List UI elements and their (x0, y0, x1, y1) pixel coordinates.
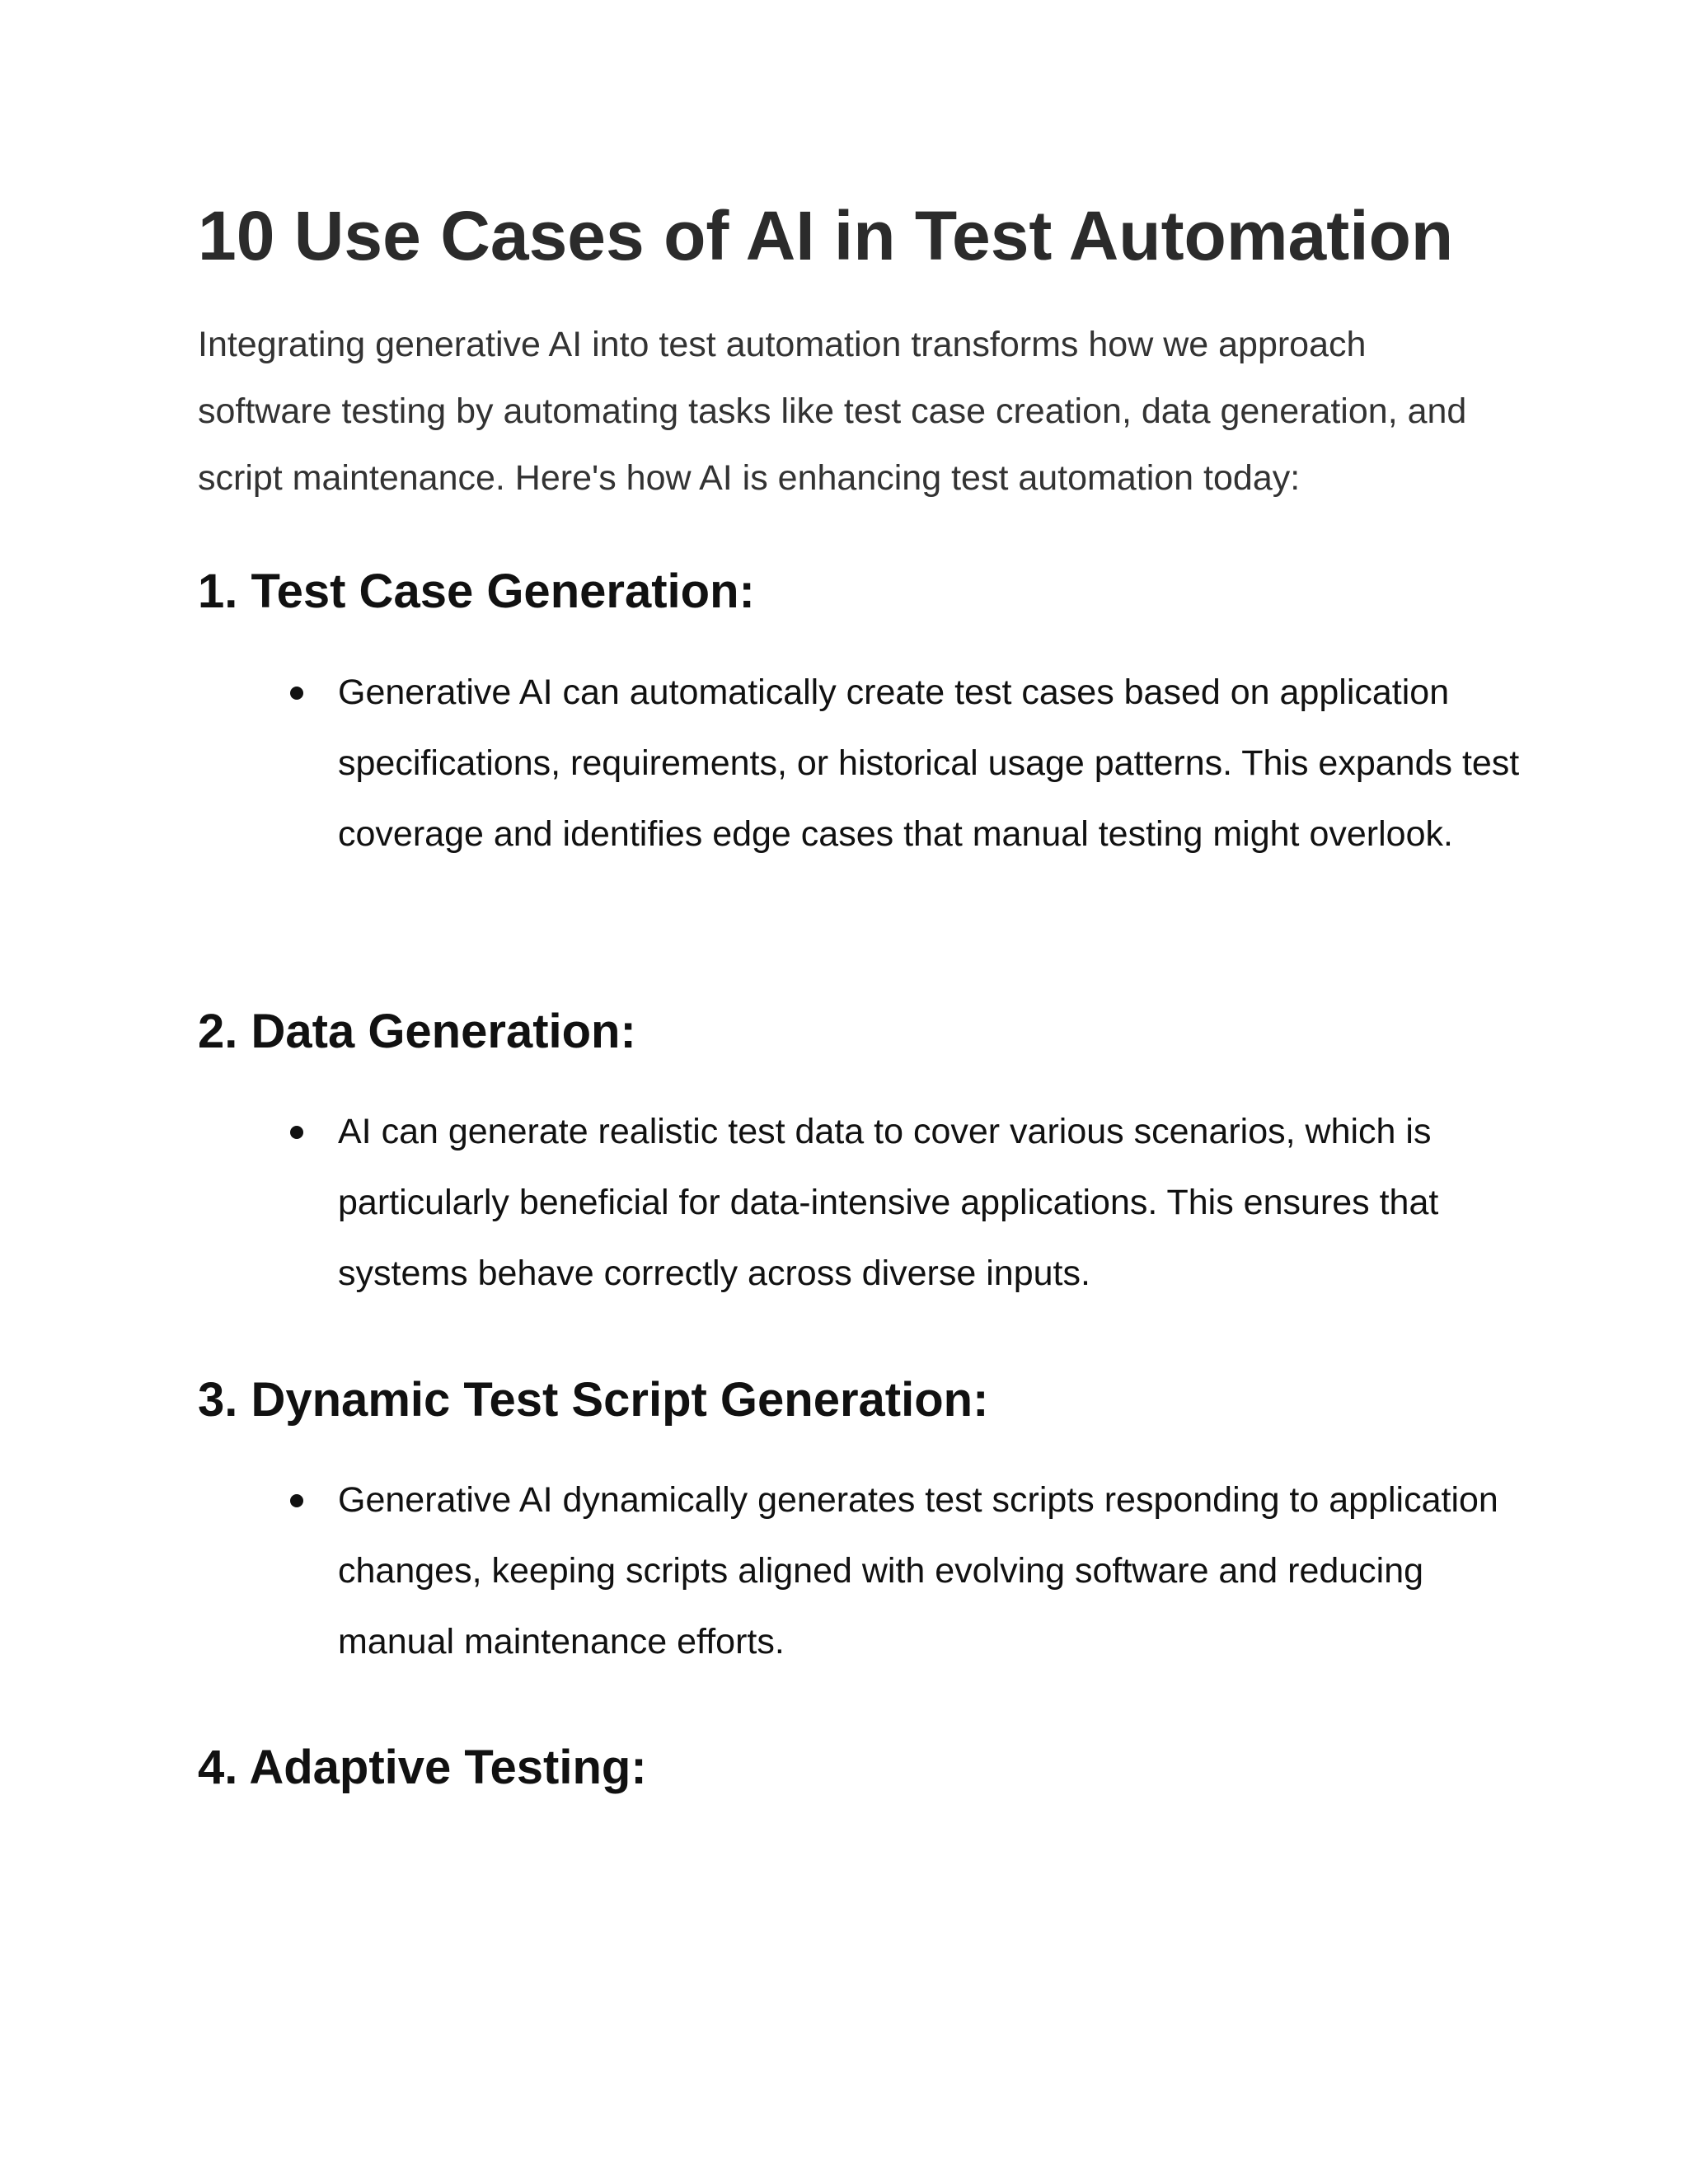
bullet-list-data-generation (290, 1096, 1526, 1309)
bullet-text: AI can generate realistic test data to cover various scenarios, which is particularly beneficial for data-intensive applications. This ensures that systems behave correctly across diverse inputs. (338, 1112, 1439, 1293)
bullet-icon (290, 687, 303, 700)
bullet-text: Generative AI dynamically generates test scripts responding to application changes, keeping scripts aligned with evolving software and reducing manual maintenance efforts. (338, 1480, 1498, 1661)
list-item (290, 1096, 1526, 1309)
list-item (290, 1465, 1526, 1677)
document-title: 10 Use Cases of AI in Test Automation (198, 197, 1454, 274)
section-heading-test-case-generation: 1. Test Case Generation: (198, 565, 755, 618)
section-heading-adaptive-testing: 4. Adaptive Testing: (198, 1741, 647, 1794)
bullet-list-test-case-generation (290, 657, 1526, 869)
intro-paragraph: Integrating generative AI into test automation transforms how we approach software testing by automating tasks like test case creation, data generation, and script maintenance. Here's how AI is enhancing test automation today: (198, 325, 1467, 498)
section-heading-data-generation: 2. Data Generation: (198, 1005, 636, 1058)
section-heading-dynamic-test-script-generation: 3. Dynamic Test Script Generation: (198, 1373, 989, 1427)
list-item (290, 657, 1526, 869)
bullet-list-dynamic-test-script-generation (290, 1465, 1526, 1677)
bullet-text: Generative AI can automatically create test cases based on application specifications, requirements, or historical usage patterns. This expands test coverage and identifies edge cases that manual testing might overlook. (338, 673, 1520, 854)
bullet-icon (290, 1494, 303, 1507)
bullet-icon (290, 1126, 303, 1139)
